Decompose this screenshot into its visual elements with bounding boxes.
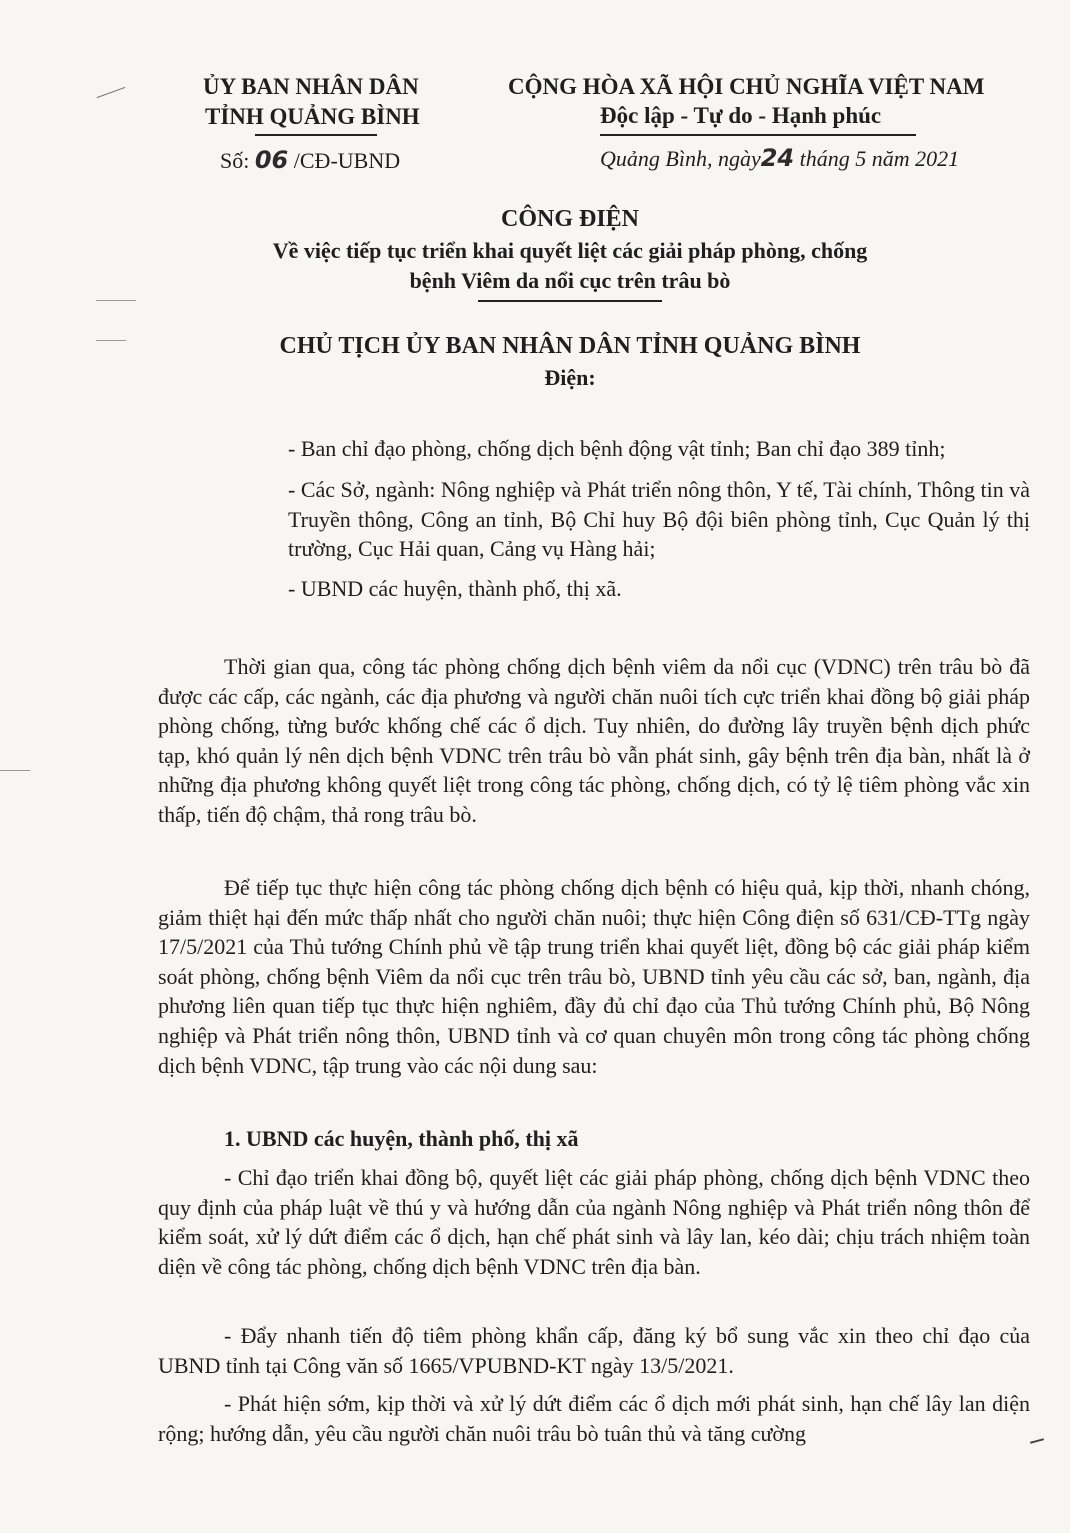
- section-item: - Phát hiện sớm, kịp thời và xử lý dứt điểm các ổ dịch mới phát sinh, hạn chế lây lan diện rộng; hướng dẫn, yêu cầu người chăn nuôi trâu bò tuân thủ và tăng cường: [158, 1391, 1030, 1446]
- agency-name: ỦY BAN NHÂN DÂN: [203, 74, 419, 99]
- scan-mark: [0, 770, 30, 771]
- motto: Độc lập - Tự do - Hạnh phúc: [600, 103, 882, 128]
- section-item: - Chỉ đạo triển khai đồng bộ, quyết liệt các giải pháp phòng, chống dịch bệnh VDNC theo quy định của pháp luật về thú y và hướng dẫn của ngành Nông nghiệp và Phát triển nông thôn để kiểm soát, xử lý dứt điểm các ổ dịch, hạn chế phát sinh và lây lan, kéo dài; chịu trách nhiệm toàn diện về công tác phòng, chống dịch bệnh VDNC trên địa bàn.: [158, 1165, 1030, 1279]
- date-month-year: tháng 5 năm 2021: [799, 146, 960, 171]
- section-item: - Đẩy nhanh tiến độ tiêm phòng khẩn cấp, đăng ký bổ sung vắc xin theo chỉ đạo của UBND tỉnh tại Công văn số 1665/VPUBND-KT ngày 13/5/2021.: [158, 1323, 1030, 1378]
- recipient-item: - Ban chỉ đạo phòng, chống dịch bệnh động vật tỉnh; Ban chỉ đạo 389 tỉnh;: [288, 436, 946, 461]
- document-number: [220, 146, 400, 174]
- section-heading: 1. UBND các huyện, thành phố, thị xã: [224, 1126, 579, 1151]
- sender-title: CHỦ TỊCH ỦY BAN NHÂN DÂN TỈNH QUẢNG BÌNH: [279, 333, 861, 359]
- date-day-handwritten: 24: [760, 144, 795, 172]
- body-paragraph: Thời gian qua, công tác phòng chống dịch bệnh viêm da nổi cục (VDNC) trên trâu bò đã được các cấp, các ngành, các địa phương và người chăn nuôi tích cực triển khai đồng bộ giải pháp phòng chống, từng bước khống chế các ổ dịch. Tuy nhiên, do đường lây truyền bệnh dịch phức tạp, khó quản lý nên dịch bệnh VDNC trên trâu bò vẫn phát sinh, gây bệnh trên địa bàn, nhất là ở những địa phương không quyết liệt trong công tác phòng, chống dịch, có tỷ lệ tiêm phòng vắc xin thấp, tiến độ chậm, thả rong trâu bò.: [158, 654, 1030, 827]
- scan-mark: [97, 87, 126, 98]
- nation-name: CỘNG HÒA XÃ HỘI CHỦ NGHĨA VIỆT NAM: [508, 74, 985, 99]
- recipient-item: - UBND các huyện, thành phố, thị xã.: [288, 576, 622, 601]
- subject-line-2: bệnh Viêm da nổi cục trên trâu bò: [409, 268, 731, 293]
- agency-underline: [255, 134, 377, 136]
- scan-mark: [96, 340, 126, 341]
- province-name: TỈNH QUẢNG BÌNH: [205, 104, 420, 129]
- handwritten-mark: [1030, 1438, 1044, 1444]
- sender-action: Điện:: [544, 365, 596, 390]
- subject-underline: [478, 300, 662, 302]
- number-handwritten: 06: [254, 146, 289, 174]
- document-type-title: CÔNG ĐIỆN: [500, 206, 639, 232]
- motto-underline: [600, 134, 916, 136]
- date-prefix: Quảng Bình, ngày: [600, 146, 761, 171]
- subject-line-1: Về việc tiếp tục triển khai quyết liệt các giải pháp phòng, chống: [272, 238, 868, 263]
- document-date: [600, 144, 959, 172]
- scan-mark: [96, 300, 136, 301]
- recipient-item: - Các Sở, ngành: Nông nghiệp và Phát triển nông thôn, Y tế, Tài chính, Thông tin và Truyền thông, Công an tỉnh, Bộ Chỉ huy Bộ đội biên phòng tỉnh, Cục Quản lý thị trường, Cục Hải quan, Cảng vụ Hàng hải;: [288, 477, 1030, 562]
- body-paragraph: Để tiếp tục thực hiện công tác phòng chống dịch bệnh có hiệu quả, kịp thời, nhanh chóng, giảm thiệt hại đến mức thấp nhất cho người chăn nuôi; thực hiện Công điện số 631/CĐ-TTg ngày 17/5/2021 của Thủ tướng Chính phủ về tập trung triển khai quyết liệt, đồng bộ các giải pháp kiểm soát phòng, chống bệnh Viêm da nổi cục trên trâu bò, UBND tỉnh yêu cầu các sở, ban, ngành, địa phương liên quan tiếp tục thực hiện nghiêm, đầy đủ chỉ đạo của Thủ tướng Chính phủ, Bộ Nông nghiệp và Phát triển nông thôn, UBND tỉnh và cơ quan chuyên môn trong công tác phòng chống dịch bệnh VDNC, tập trung vào các nội dung sau:: [158, 875, 1030, 1078]
- number-suffix: /CĐ-UBND: [293, 148, 401, 173]
- number-prefix: Số:: [220, 148, 250, 173]
